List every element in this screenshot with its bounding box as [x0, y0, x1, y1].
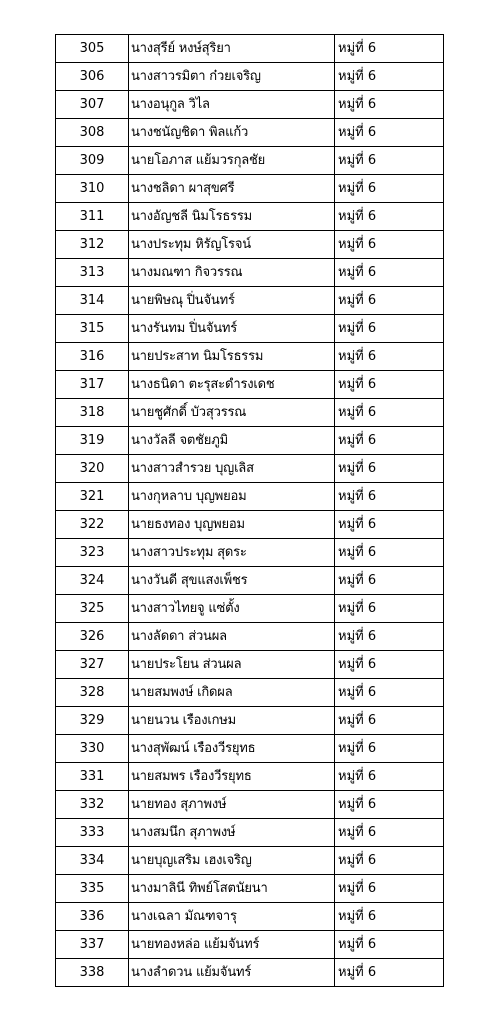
village-number: หมู่ที่ 6: [335, 175, 444, 203]
person-name: นางวัลลี จตชัยภูมิ: [129, 427, 335, 455]
row-number: 321: [56, 483, 129, 511]
village-number: หมู่ที่ 6: [335, 371, 444, 399]
village-number: หมู่ที่ 6: [335, 483, 444, 511]
row-number: 306: [56, 63, 129, 91]
village-number: หมู่ที่ 6: [335, 287, 444, 315]
village-number: หมู่ที่ 6: [335, 651, 444, 679]
row-number: 309: [56, 147, 129, 175]
table-row: [56, 91, 444, 119]
village-number: หมู่ที่ 6: [335, 567, 444, 595]
person-name: นางกุหลาบ บุญพยอม: [129, 483, 335, 511]
village-number: หมู่ที่ 6: [335, 455, 444, 483]
person-name: นายประโยน ส่วนผล: [129, 651, 335, 679]
person-name: นายทอง สุภาพงษ์: [129, 791, 335, 819]
row-number: 338: [56, 959, 129, 987]
table-row: [56, 679, 444, 707]
village-number: หมู่ที่ 6: [335, 147, 444, 175]
table-row: [56, 343, 444, 371]
person-name: นางสุรีย์ หงษ์สุริยา: [129, 35, 335, 63]
village-number: หมู่ที่ 6: [335, 595, 444, 623]
table-row: [56, 623, 444, 651]
person-name: นางสาวสำรวย บุญเลิส: [129, 455, 335, 483]
person-name: นางสาวประทุม สุดระ: [129, 539, 335, 567]
row-number: 308: [56, 119, 129, 147]
village-number: หมู่ที่ 6: [335, 343, 444, 371]
table-row: [56, 287, 444, 315]
table-row: [56, 735, 444, 763]
table-row: [56, 371, 444, 399]
person-name: นางประทุม หิรัญโรจน์: [129, 231, 335, 259]
person-name: นางสาวไทยจู แซ่ตั้ง: [129, 595, 335, 623]
row-number: 313: [56, 259, 129, 287]
row-number: 315: [56, 315, 129, 343]
village-number: หมู่ที่ 6: [335, 119, 444, 147]
row-number: 330: [56, 735, 129, 763]
village-number: หมู่ที่ 6: [335, 35, 444, 63]
row-number: 307: [56, 91, 129, 119]
person-name: นางลำดวน แย้มจันทร์: [129, 959, 335, 987]
village-number: หมู่ที่ 6: [335, 91, 444, 119]
person-name: นางวันดี สุขแสงเพ็ชร: [129, 567, 335, 595]
person-name: นางชนัญชิดา พิลแก้ว: [129, 119, 335, 147]
person-name: นายสมพงษ์ เกิดผล: [129, 679, 335, 707]
person-name: นางลัดดา ส่วนผล: [129, 623, 335, 651]
person-name: นายสมพร เรืองวีรยุทธ: [129, 763, 335, 791]
row-number: 328: [56, 679, 129, 707]
table-row: [56, 875, 444, 903]
person-name: นางชลิดา ผาสุขศรี: [129, 175, 335, 203]
row-number: 316: [56, 343, 129, 371]
village-number: หมู่ที่ 6: [335, 791, 444, 819]
row-number: 314: [56, 287, 129, 315]
row-number: 334: [56, 847, 129, 875]
row-number: 312: [56, 231, 129, 259]
table-row: [56, 567, 444, 595]
row-number: 329: [56, 707, 129, 735]
row-number: 305: [56, 35, 129, 63]
table-row: [56, 651, 444, 679]
village-number: หมู่ที่ 6: [335, 259, 444, 287]
row-number: 325: [56, 595, 129, 623]
table-row: [56, 231, 444, 259]
person-name: นายประสาท นิมโรธรรม: [129, 343, 335, 371]
person-name: นายทองหล่อ แย้มจันทร์: [129, 931, 335, 959]
table-row: [56, 483, 444, 511]
row-number: 311: [56, 203, 129, 231]
person-name: นางสมนึก สุภาพงษ์: [129, 819, 335, 847]
village-number: หมู่ที่ 6: [335, 63, 444, 91]
table-row: [56, 931, 444, 959]
village-number: หมู่ที่ 6: [335, 203, 444, 231]
village-number: หมู่ที่ 6: [335, 875, 444, 903]
roster-table-body: [56, 35, 444, 987]
village-number: หมู่ที่ 6: [335, 903, 444, 931]
person-name: นางสุพัฒน์ เรืองวีรยุทธ: [129, 735, 335, 763]
village-number: หมู่ที่ 6: [335, 511, 444, 539]
person-name: นางรันทม ปิ่นจันทร์: [129, 315, 335, 343]
village-number: หมู่ที่ 6: [335, 623, 444, 651]
village-number: หมู่ที่ 6: [335, 707, 444, 735]
village-number: หมู่ที่ 6: [335, 427, 444, 455]
table-row: [56, 119, 444, 147]
table-row: [56, 763, 444, 791]
row-number: 318: [56, 399, 129, 427]
person-name: นายบุญเสริม เฮงเจริญ: [129, 847, 335, 875]
village-number: หมู่ที่ 6: [335, 819, 444, 847]
table-row: [56, 147, 444, 175]
person-name: นายนวน เรืองเกษม: [129, 707, 335, 735]
person-name: นางธนิดา ตะรุสะดำรงเดช: [129, 371, 335, 399]
village-number: หมู่ที่ 6: [335, 735, 444, 763]
person-name: นางอัญชลี นิมโรธรรม: [129, 203, 335, 231]
roster-table: [55, 34, 444, 987]
table-row: [56, 791, 444, 819]
village-number: หมู่ที่ 6: [335, 539, 444, 567]
person-name: นายธงทอง บุญพยอม: [129, 511, 335, 539]
row-number: 324: [56, 567, 129, 595]
person-name: นางมาลินี ทิพย์โสตนัยนา: [129, 875, 335, 903]
table-row: [56, 427, 444, 455]
table-row: [56, 63, 444, 91]
village-number: หมู่ที่ 6: [335, 315, 444, 343]
table-row: [56, 511, 444, 539]
table-row: [56, 315, 444, 343]
table-row: [56, 847, 444, 875]
person-name: นางเฉลา มัณฑจารุ: [129, 903, 335, 931]
row-number: 337: [56, 931, 129, 959]
table-row: [56, 903, 444, 931]
village-number: หมู่ที่ 6: [335, 231, 444, 259]
row-number: 333: [56, 819, 129, 847]
row-number: 322: [56, 511, 129, 539]
table-row: [56, 595, 444, 623]
table-row: [56, 819, 444, 847]
row-number: 327: [56, 651, 129, 679]
table-row: [56, 707, 444, 735]
table-row: [56, 455, 444, 483]
person-name: นายชูศักดิ์ บัวสุวรรณ: [129, 399, 335, 427]
table-row: [56, 35, 444, 63]
person-name: นายโอภาส แย้มวรกุลชัย: [129, 147, 335, 175]
village-number: หมู่ที่ 6: [335, 399, 444, 427]
row-number: 319: [56, 427, 129, 455]
table-row: [56, 539, 444, 567]
person-name: นางมณฑา กิจวรรณ: [129, 259, 335, 287]
row-number: 331: [56, 763, 129, 791]
table-row: [56, 959, 444, 987]
person-name: นางสาวรมิตา ก๋วยเจริญ: [129, 63, 335, 91]
row-number: 326: [56, 623, 129, 651]
person-name: นางอนุกูล วิไล: [129, 91, 335, 119]
row-number: 310: [56, 175, 129, 203]
table-row: [56, 203, 444, 231]
table-row: [56, 259, 444, 287]
table-row: [56, 399, 444, 427]
row-number: 320: [56, 455, 129, 483]
village-number: หมู่ที่ 6: [335, 931, 444, 959]
village-number: หมู่ที่ 6: [335, 679, 444, 707]
village-number: หมู่ที่ 6: [335, 959, 444, 987]
village-number: หมู่ที่ 6: [335, 763, 444, 791]
village-number: หมู่ที่ 6: [335, 847, 444, 875]
person-name: นายพิษณุ ปิ่นจันทร์: [129, 287, 335, 315]
row-number: 332: [56, 791, 129, 819]
row-number: 335: [56, 875, 129, 903]
row-number: 317: [56, 371, 129, 399]
document-sheet: [55, 34, 443, 987]
row-number: 323: [56, 539, 129, 567]
row-number: 336: [56, 903, 129, 931]
table-row: [56, 175, 444, 203]
